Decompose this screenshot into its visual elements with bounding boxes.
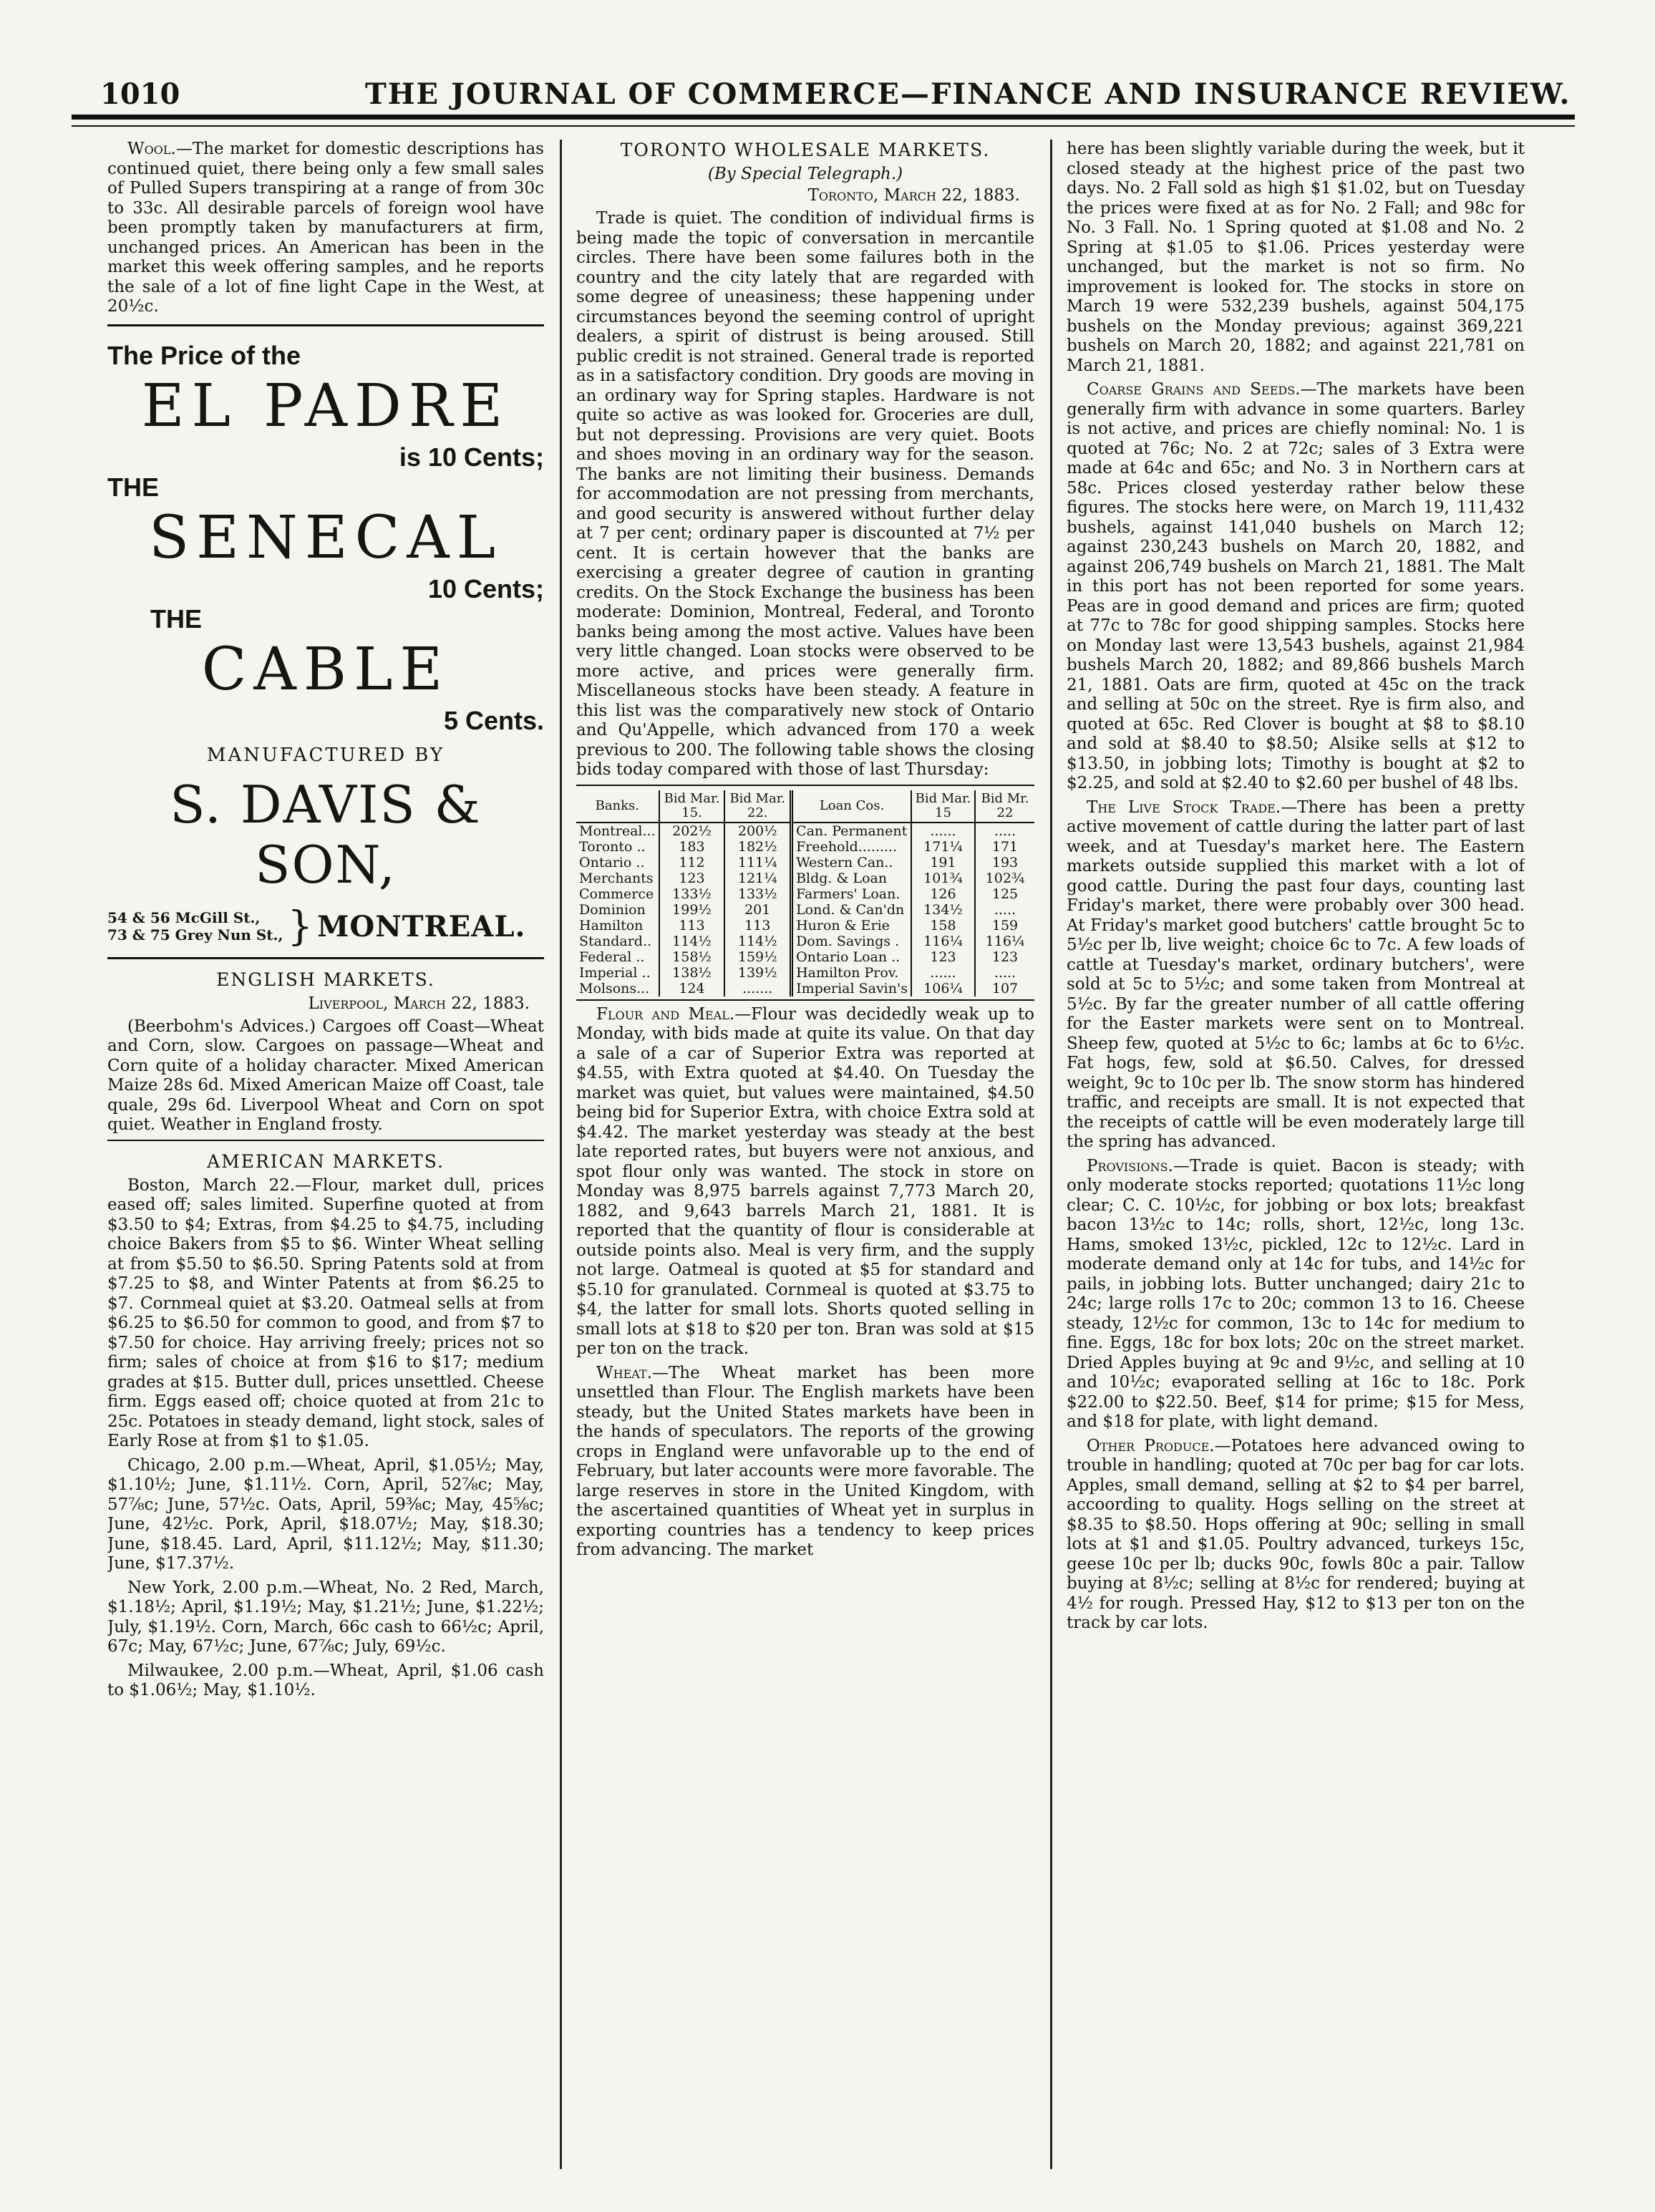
- table-cell: 159: [975, 918, 1034, 933]
- header-rule-thin: [72, 125, 1575, 127]
- table-cell: Montreal...: [579, 823, 656, 839]
- table-cell: 139½: [724, 965, 791, 981]
- table-header-row: [576, 790, 1034, 823]
- live-stock-paragraph: [1067, 798, 1525, 1153]
- table-cell: 133½: [724, 886, 791, 902]
- table-cell: 201: [724, 902, 791, 918]
- bank-bids-table-wrap: [576, 785, 1034, 1001]
- table-cell: 126: [911, 886, 975, 902]
- ad-price-cable: 5 Cents.: [443, 705, 544, 735]
- toronto-markets-title: TORONTO WHOLESALE MARKETS.: [620, 140, 991, 160]
- ad-manufactured-by: MANUFACTURED BY: [206, 744, 445, 766]
- table-cell: Imperial ..: [579, 964, 651, 981]
- ad-the-1: THE: [107, 472, 159, 502]
- table-cell: 182½: [724, 839, 791, 855]
- table-header-cell: Bid Mar. 15.: [659, 790, 725, 823]
- column-left: [107, 140, 544, 2183]
- bank-bids-table: [576, 790, 1034, 996]
- column-divider-1: [560, 140, 562, 2169]
- table-cell: 133½: [659, 886, 725, 902]
- coarse-grains-lead: Coarse Grains and Seeds.: [1087, 380, 1301, 399]
- table-cell: Commerce: [579, 886, 654, 902]
- table-cell: 200½: [724, 823, 791, 839]
- milwaukee-paragraph: Milwaukee, 2.00 p.m.—Wheat, April, $1.06 cash to $1.06½; May, $1.10½.: [107, 1661, 544, 1699]
- table-cell: 158½: [659, 949, 725, 965]
- newyork-paragraph: New York, 2.00 p.m.—Wheat, No. 2 Red, March, $1.18½; April, $1.19½; May, $1.21½; June, $1.22½; July, $1.19½. Corn, March, 66c cash to 66½c; April, 67c; May, 67½c; June, 67⅞c; July, 69½c.: [107, 1578, 544, 1656]
- toronto-markets-subtitle: (By Special Telegraph.): [707, 165, 903, 183]
- table-cell: Standard..: [579, 933, 652, 949]
- table-cell: Hamilton: [579, 917, 644, 933]
- table-cell: Can. Permanent: [792, 823, 911, 839]
- table-cell: Merchants: [579, 870, 654, 886]
- section-rule: [107, 324, 544, 326]
- section-rule: [107, 957, 544, 959]
- table-cell: .....: [975, 965, 1034, 981]
- table-cell: 107: [975, 981, 1034, 996]
- header-rule-thick: [72, 115, 1575, 120]
- ad-maker-name: S. DAVIS & SON,: [170, 774, 482, 895]
- table-cell: Ontario ..: [579, 854, 645, 870]
- ad-brand-el-padre: EL PADRE: [141, 372, 510, 440]
- page-number: 1010: [100, 77, 180, 111]
- table-cell: 199½: [659, 902, 725, 918]
- table-cell: Lond. & Can'dn: [792, 902, 911, 918]
- wheat-text: —The Wheat market has been more unsettled than Flour. The English markets have been steady, but the United States markets have been in the hands of speculators. The reports of the growing crops in England were unfavorable up to the end of February, but later accounts were more favorable. The large reserves in store in the United Kingdom, with the ascertained quantities of Wheat yet in surplus in exporting countries has a tendency to keep prices from advancing. The market: [576, 1363, 1034, 1559]
- english-markets-dateline: Liverpool, March 22, 1883.: [308, 994, 530, 1013]
- table-header-cell: Bid Mar. 15: [911, 790, 975, 823]
- table-cell: 114½: [724, 933, 791, 949]
- table-cell: 123: [659, 870, 725, 886]
- live-stock-text: —There has been a pretty active movement of cattle during the latter part of last week, and at Tuesday's market here. The Eastern markets outside supplied this market with a lot of good cattle. During the past four days, counting last Friday's market, there were probably over 300 head. At Friday's market good butchers' cattle brought 5c to 5½c per lb, live weight; choice 6c to 7c. A few loads of cattle at Tuesday's market, ordinary butchers', were sold at 5c to 5½c; and some taken from Montreal at 5½c. By far the greater number of all cattle offering for the Easter markets were sent on to Montreal. Sheep few, quoted at 5½c to 6c; lambs at 6c to 6½c. Fat hogs, few, sold at $6.50. Calves, for dressed weight, 9c to 10c per lb. The snow storm has hindered traffic, and receipts are small. It is not expected that the receipts of cattle will be even moderately large till the spring has advanced.: [1067, 797, 1525, 1151]
- table-row: [576, 839, 1034, 855]
- table-cell: 202½: [659, 823, 725, 839]
- journal-title: THE JOURNAL OF COMMERCE—FINANCE AND INSURANCE REVIEW.: [365, 77, 1571, 111]
- table-cell: 101¾: [911, 870, 975, 886]
- table-cell: 134½: [911, 902, 975, 918]
- ad-price-el-padre: is 10 Cents;: [399, 442, 544, 472]
- table-cell: 125: [975, 886, 1034, 902]
- table-cell: 183: [659, 839, 725, 855]
- ad-brand-cable: CABLE: [201, 635, 450, 704]
- table-cell: Dominion: [579, 901, 646, 918]
- table-cell: Imperial Savin's: [792, 981, 911, 996]
- table-header-cell: Loan Cos.: [792, 790, 911, 823]
- table-cell: 123: [911, 949, 975, 965]
- provisions-paragraph: [1067, 1157, 1525, 1432]
- table-cell: 102¾: [975, 870, 1034, 886]
- english-markets-text: (Beerbohm's Advices.) Cargoes off Coast—Wheat and Corn, slow. Cargoes on passage—Wheat and Corn quite of a holiday character. Mixed American Maize 28s 6d. Mixed American Maize off Coast, tale quale, 29s 6d. Liverpool Wheat and Corn on spot quiet. Weather in England frosty.: [107, 1017, 544, 1134]
- table-header-cell: Banks.: [576, 790, 659, 823]
- table-cell: 123: [975, 949, 1034, 965]
- table-row: [576, 870, 1034, 886]
- table-cell: Bldg. & Loan: [792, 870, 911, 886]
- wool-lead: Wool.: [127, 140, 176, 158]
- other-produce-lead: Other Produce.: [1087, 1436, 1215, 1455]
- table-cell: 193: [975, 855, 1034, 870]
- ad-brand-senecal: SENECAL: [148, 503, 503, 572]
- ad-address: [107, 903, 544, 950]
- table-cell: 116¼: [975, 933, 1034, 949]
- ad-street-lines: [107, 909, 283, 944]
- toronto-markets-text: Trade is quiet. The condition of individual firms is being made the topic of conversation in mercantile circles. There have been some failures both in the country and the city lately that are regarded with some degree of uneasiness; these happening under circumstances beyond the seeming control of upright dealers, a spirit of distrust is being aroused. Still public credit is not strained. General trade is reported as in a satisfactory condition. Dry goods are moving in an ordinary way for Spring staples. Hardware is not quite so active as was looked for. Groceries are dull, but not depressing. Provisions are very quiet. Boots and shoes moving in an ordinary way for the season. The banks are not limiting their business. Demands for accommodation are not pressing from merchants, and good security is answered without further delay at 7 per cent; ordinary paper is discounted at 7½ per cent. It is certain however that the banks are exercising a greater degree of caution in granting credits. On the Stock Exchange the business has been moderate: Dominion, Montreal, Federal, and Toronto banks being among the most active. Values have been very little changed. Loan stocks were observed to be more active, and prices were generally firm. Miscellaneous stocks have been steady. A feature in this list was the comparatively new stock of Ontario and Qu'Appelle, which advanced from 170 a week previous to 200. The following table shows the closing bids today compared with those of last Thursday:: [576, 209, 1034, 779]
- section-rule: [107, 1140, 544, 1141]
- column-divider-2: [1050, 140, 1052, 2169]
- table-cell: 114½: [659, 933, 725, 949]
- ad-intro: The Price of the: [107, 340, 301, 370]
- table-cell: .....: [975, 823, 1034, 839]
- table-cell: 112: [659, 855, 725, 870]
- wheat-continued-paragraph: here has been slightly variable during the week, but it closed steady at the highest price of the past two days. No. 2 Fall sold as high $1 $1.02, but on Tuesday the prices were fixed at as for No. 2 Fall; and 98c for No. 3 Fall. No. 1 Spring quoted at $1.08 and No. 2 Spring at $1.05 to $1.06. Prices yesterday were unchanged, but the market is not so firm. No improvement is looked for. The stocks in store on March 19 were 532,239 bushels, against 504,175 bushels on the Monday previous; against 369,221 bushels on March 20, 1882; and against 221,781 on March 21, 1881.: [1067, 140, 1525, 375]
- table-cell: Federal ..: [579, 949, 645, 965]
- american-markets-title: AMERICAN MARKETS.: [207, 1150, 445, 1172]
- coarse-grains-text: —The markets have been generally firm with advance in some quarters. Barley is not active, and prices are chiefly nominal: No. 1 is quoted at 76c; No. 2 at 72c; sales of 3 Extra were made at 64c and 65c; and No. 3 in Northern cars at 58c. Prices closed yesterday rather below these figures. The stocks here were, on March 19, 111,432 bushels, against 141,040 bushels on March 12; against 230,243 bushels on March 20, 1882, and against 206,749 bushels on March 21, 1881. The Malt in this port has not been reported for some years. Peas are in good demand and prices are firm; quoted at 77c to 78c for good shipping samples. Stocks here on Monday last were 13,543 bushels, against 21,984 bushels March 20, 1882; and 89,866 bushels March 21, 1881. Oats are firm, quoted at 45c on the track and selling at 50c on the street. Rye is firm also, and quoted at 65c. Red Clover is bought at $8 to $8.10 and sold at $8.40 to $8.50; Alsike sells at $12 to $13.50, in jobbing lots; Timothy is bought at $2 to $2.25, and sold at $2.40 to $2.60 per bushel of 48 lbs.: [1067, 380, 1525, 792]
- table-cell: 121¼: [724, 870, 791, 886]
- coarse-grains-paragraph: [1067, 380, 1525, 794]
- ad-price-senecal: 10 Cents;: [427, 573, 544, 603]
- table-cell: ......: [911, 823, 975, 839]
- table-row: [576, 902, 1034, 918]
- other-produce-text: —Potatoes here advanced owing to trouble in handling; quoted at 70c per bag for car lots. Apples, small demand, selling at $2 to $4 per barrel, accoording to quality. Hogs selling on the street at $8.35 to $8.50. Hops offering at 90c; selling in small lots at $1 and $1.05. Poultry advanced, turkeys 15c, geese 10c per lb; ducks 90c, fowls 80c a pair. Tallow buying at 8½c; selling at 8½c for rendered; buying at 4½ for rough. Pressed Hay, $12 to $13 per ton on the track by car lots.: [1067, 1436, 1525, 1632]
- table-cell: 113: [724, 918, 791, 933]
- table-row: [576, 981, 1034, 996]
- el-padre-advertisement: [107, 341, 544, 950]
- flour-text: —Flour was decidedly weak up to Monday, with bids made at quite its value. On that day a sale of a car of Superior Extra was reported at $4.55, with Extra quoted at $4.40. On Tuesday the market was quiet, but values were maintained, $4.50 being bid for Superior Extra, with choice Extra sold at $4.42. The market yesterday was steady at the best late reported rates, but buyers were not anxious, and spot flour only was wanted. The stock in store on Monday was 8,975 barrels against 7,773 March 20, 1882, and 9,643 barrels March 21, 1881. It is reported that the quantity of flour is considerable at outside points also. Meal is very firm, and the supply not large. Oatmeal is quoted at $5 for standard and $5.10 for granulated. Cornmeal is quoted at $3.75 to $4, the latter for small lots. Shorts quoted selling in small lots at $18 to $20 per ton. Bran was sold at $15 per ton on the track.: [576, 1004, 1034, 1358]
- table-cell: Dom. Savings .: [792, 933, 911, 949]
- flour-lead: Flour and Meal.: [596, 1004, 735, 1024]
- ad-address-line-1: 54 & 56 McGill St.,: [107, 909, 261, 926]
- table-cell: 111¼: [724, 855, 791, 870]
- table-cell: 138½: [659, 965, 725, 981]
- table-cell: 124: [659, 981, 725, 996]
- table-cell: Ontario Loan ..: [792, 949, 911, 965]
- table-cell: 171¼: [911, 839, 975, 855]
- table-cell: Farmers' Loan.: [792, 886, 911, 902]
- ad-brace: }: [287, 903, 314, 950]
- wheat-lead: Wheat.: [596, 1363, 652, 1382]
- other-produce-paragraph: [1067, 1437, 1525, 1634]
- table-cell: 171: [975, 839, 1034, 855]
- table-row: [576, 965, 1034, 981]
- table-row: [576, 949, 1034, 965]
- table-cell: 116¼: [911, 933, 975, 949]
- table-row: [576, 886, 1034, 902]
- table-header-cell: Bid Mar. 22.: [724, 790, 791, 823]
- english-markets-title: ENGLISH MARKETS.: [216, 969, 435, 990]
- table-cell: Freehold.........: [792, 839, 911, 855]
- provisions-lead: Provisions.: [1087, 1156, 1173, 1175]
- table-cell: .......: [724, 981, 791, 996]
- wheat-paragraph: [576, 1364, 1034, 1561]
- column-right: [1067, 140, 1525, 2183]
- table-row: [576, 933, 1034, 949]
- table-cell: 158: [911, 918, 975, 933]
- ad-city: MONTREAL.: [317, 909, 526, 944]
- table-cell: ......: [911, 965, 975, 981]
- table-cell: Molsons...: [579, 980, 650, 996]
- ad-address-line-2: 73 & 75 Grey Nun St.,: [107, 926, 283, 944]
- table-cell: Hamilton Prov.: [792, 965, 911, 981]
- table-cell: 113: [659, 918, 725, 933]
- provisions-text: —Trade is quiet. Bacon is steady; with only moderate stocks reported; quotations 11½c long clear; C. C. 10½c, for jobbing or box lots; breakfast bacon 13½c to 14c; rolls, short, 12½c, long 13c. Hams, smoked 13½c, pickled, 12c to 12½c. Lard in moderate demand only at 14c for tubs, and 14½c for pails, in jobbing lots. Butter unchanged; dairy 21c to 24c; large rolls 17c to 20c; common 13 to 16. Cheese steady, 12½c for common, 13c to 14c for medium to fine. Eggs, 18c for box lots; 20c on the street market. Dried Apples buying at 9c and 9½c, and selling at 10 and 10½c; evaporated selling at 16c to 18c. Pork $22.00 to $22.50. Beef, $14 for prime; $15 for Mess, and $18 for plate, with light demand.: [1067, 1156, 1525, 1431]
- boston-paragraph: Boston, March 22.—Flour, market dull, prices eased off; sales limited. Superfine quoted at from $3.50 to $4; Extras, from $4.25 to $4.75, including choice Bakers from $5 to $6. Winter Wheat selling at from $5.50 to $6.50. Spring Patents sold at from $7.25 to $8, and Winter Patents at from $6.25 to $7. Cornmeal quiet at $3.20. Oatmeal sells at from $6.25 to $6.50 for common to good, and from $7 to $7.50 for choice. Hay arriving freely; prices not so firm; sales of choice at from $16 to $17; medium grades at $15. Butter dull, prices unsettled. Cheese firm. Eggs eased off; choice quoted at from 21c to 25c. Potatoes in steady demand, light stock, sales of Early Rose at from $1 to $1.05.: [107, 1175, 544, 1450]
- flour-meal-paragraph: [576, 1005, 1034, 1359]
- toronto-markets-dateline: Toronto, March 22, 1883.: [807, 186, 1020, 205]
- live-stock-lead: The Live Stock Trade.: [1087, 797, 1281, 817]
- table-row: [576, 855, 1034, 870]
- table-header-cell: Bid Mr. 22: [975, 790, 1034, 823]
- table-cell: Western Can..: [792, 855, 911, 870]
- ad-the-2: THE: [150, 603, 202, 634]
- table-row: [576, 823, 1034, 839]
- chicago-paragraph: Chicago, 2.00 p.m.—Wheat, April, $1.05½; May, $1.10½; June, $1.11½. Corn, April, 52⅞c; May, 57⅞c; June, 57½c. Oats, April, 59⅜c; May, 45⅝c; June, 42½c. Pork, April, $18.07½; May, $18.30; June, $18.45. Lard, April, $11.12½; May, $11.30; June, $17.37½.: [107, 1455, 544, 1573]
- column-middle: [576, 140, 1034, 2183]
- table-row: [576, 918, 1034, 933]
- table-cell: .....: [975, 902, 1034, 918]
- table-cell: 191: [911, 855, 975, 870]
- table-cell: 106¼: [911, 981, 975, 996]
- table-cell: Toronto ..: [579, 838, 646, 855]
- table-cell: 159½: [724, 949, 791, 965]
- wool-paragraph: [107, 140, 544, 317]
- wool-text: —The market for domestic descriptions has continued quiet, there being only a few small sales of Pulled Supers transpiring at a range of from 30c to 33c. All desirable parcels of foreign wool have been promptly taken by manufacturers at firm, unchanged prices. An American has been in the market this week offering samples, and he reports the sale of a lot of fine light Cape in the West, at 20½c.: [107, 140, 544, 316]
- table-cell: Huron & Erie: [792, 918, 911, 933]
